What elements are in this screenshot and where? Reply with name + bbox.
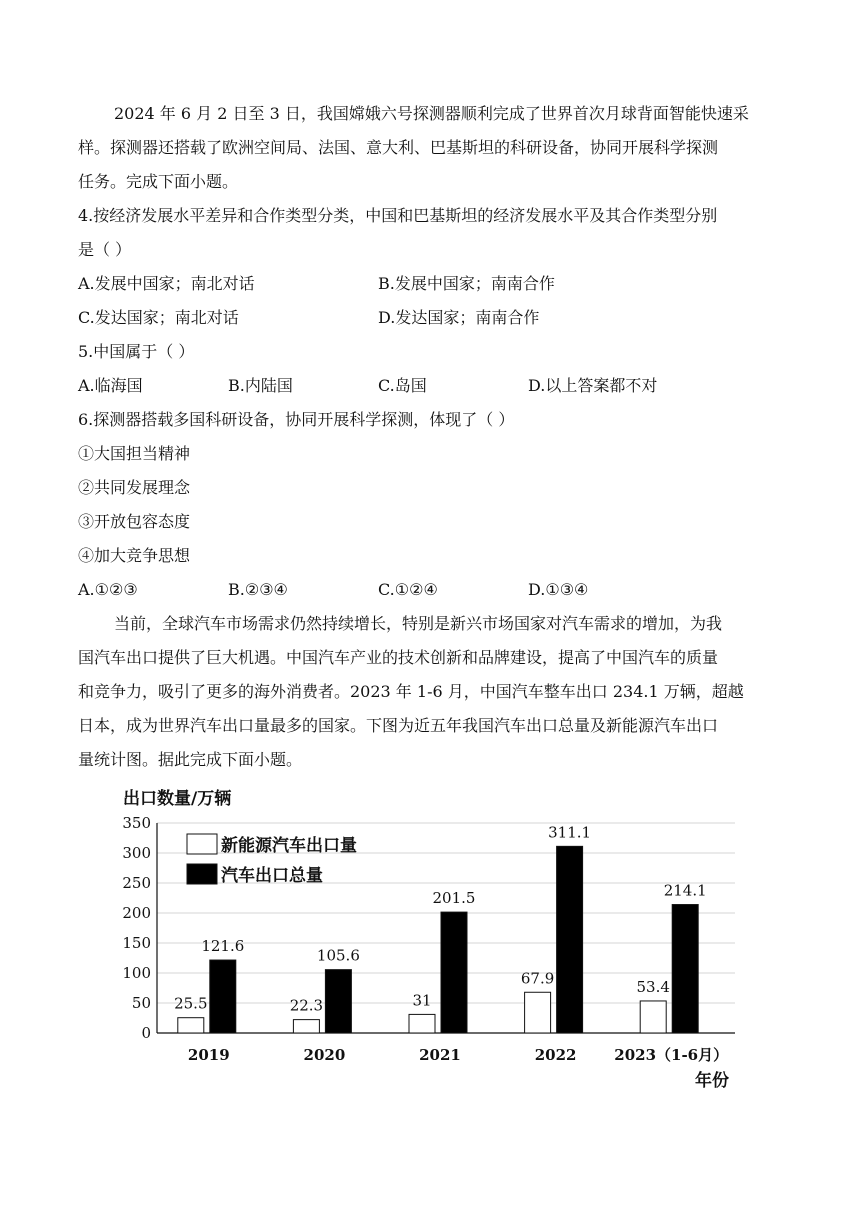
- x-tick-label: 2022: [534, 1046, 577, 1064]
- bar-nev-export: [525, 992, 551, 1033]
- q4-option-c: C.发达国家；南北对话: [78, 308, 239, 327]
- x-tick-label: 2023（1-6月）: [614, 1046, 729, 1064]
- q5-option-b: B.内陆国: [228, 376, 293, 395]
- bar-total-export: [325, 970, 351, 1033]
- bar-total-export: [672, 905, 698, 1033]
- bar-nev-export: [293, 1020, 319, 1033]
- passage2-line-1: 当前，全球汽车市场需求仍然持续增长，特别是新兴市场国家对汽车需求的增加，为我: [114, 614, 723, 633]
- export-bar-chart: [105, 780, 755, 1100]
- q4-stem-line-2: 是（ ）: [78, 240, 132, 259]
- passage2-line-4: 日本，成为世界汽车出口量最多的国家。下图为近五年我国汽车出口总量及新能源汽车出口: [78, 716, 719, 735]
- y-tick-label: 0: [141, 1024, 151, 1042]
- legend-swatch-total: [187, 864, 217, 884]
- bar-total-export: [557, 846, 583, 1033]
- y-tick-label: 250: [122, 874, 151, 892]
- passage2-line-5: 量统计图。据此完成下面小题。: [78, 750, 303, 769]
- x-tick-label: 2019: [187, 1046, 230, 1064]
- q4-stem-line-1: 4.按经济发展水平差异和合作类型分类，中国和巴基斯坦的经济发展水平及其合作类型分别: [78, 206, 718, 225]
- y-tick-label: 300: [122, 844, 151, 862]
- bar-value-label: 67.9: [520, 969, 555, 988]
- q6-item-1: ①大国担当精神: [78, 444, 191, 463]
- passage2-line-3: 和竞争力，吸引了更多的海外消费者。2023 年 1-6 月，中国汽车整车出口 234.1 万辆，超越: [78, 682, 744, 701]
- bar-value-label: 311.1: [548, 823, 592, 842]
- bar-value-label: 121.6: [201, 937, 245, 956]
- q4-option-d: D.发达国家；南南合作: [378, 308, 540, 327]
- q6-option-b: B.②③④: [228, 580, 288, 599]
- q5-stem: 5.中国属于（ ）: [78, 342, 195, 361]
- legend-label: 新能源汽车出口量: [221, 836, 357, 856]
- bar-value-label: 201.5: [432, 889, 476, 908]
- x-tick-label: 2021: [419, 1046, 461, 1064]
- q6-stem: 6.探测器搭载多国科研设备，协同开展科学探测，体现了（ ）: [78, 410, 515, 429]
- bar-value-label: 53.4: [636, 977, 670, 996]
- bar-value-label: 31: [412, 991, 432, 1010]
- y-tick-label: 150: [122, 934, 151, 952]
- q5-option-c: C.岛国: [378, 376, 427, 395]
- bar-value-label: 25.5: [174, 994, 208, 1013]
- q4-option-a: A.发展中国家；南北对话: [78, 274, 255, 293]
- legend-label: 汽车出口总量: [221, 866, 323, 886]
- bar-value-label: 214.1: [663, 881, 707, 900]
- q4-option-b: B.发展中国家；南南合作: [378, 274, 555, 293]
- q5-option-d: D.以上答案都不对: [528, 376, 658, 395]
- q6-item-4: ④加大竞争思想: [78, 546, 191, 565]
- y-tick-label: 200: [122, 904, 151, 922]
- bar-nev-export: [178, 1018, 204, 1033]
- bar-total-export: [441, 912, 467, 1033]
- q6-option-d: D.①③④: [528, 580, 589, 599]
- x-axis-title: 年份: [695, 1071, 729, 1091]
- y-tick-label: 50: [131, 994, 151, 1012]
- y-axis-title: 出口数量/万辆: [123, 789, 232, 809]
- x-tick-label: 2020: [303, 1046, 346, 1064]
- bar-nev-export: [640, 1001, 666, 1033]
- y-tick-label: 100: [122, 964, 151, 982]
- q6-item-2: ②共同发展理念: [78, 478, 191, 497]
- passage1-line-1: 2024 年 6 月 2 日至 3 日，我国嫦娥六号探测器顺利完成了世界首次月球背面智能快速采: [114, 104, 749, 123]
- bar-value-label: 105.6: [316, 946, 360, 965]
- passage1-line-3: 任务。完成下面小题。: [78, 172, 239, 191]
- bar-total-export: [210, 960, 236, 1033]
- legend-swatch-nev: [187, 834, 217, 854]
- q5-option-a: A.临海国: [78, 376, 143, 395]
- y-tick-label: 350: [122, 814, 151, 832]
- passage1-line-2: 样。探测器还搭载了欧洲空间局、法国、意大利、巴基斯坦的科研设备，协同开展科学探测: [78, 138, 719, 157]
- bar-value-label: 22.3: [289, 996, 324, 1015]
- passage2-line-2: 国汽车出口提供了巨大机遇。中国汽车产业的技术创新和品牌建设，提高了中国汽车的质量: [78, 648, 719, 667]
- q6-option-a: A.①②③: [78, 580, 138, 599]
- bar-nev-export: [409, 1014, 435, 1033]
- q6-item-3: ③开放包容态度: [78, 512, 191, 531]
- q6-option-c: C.①②④: [378, 580, 438, 599]
